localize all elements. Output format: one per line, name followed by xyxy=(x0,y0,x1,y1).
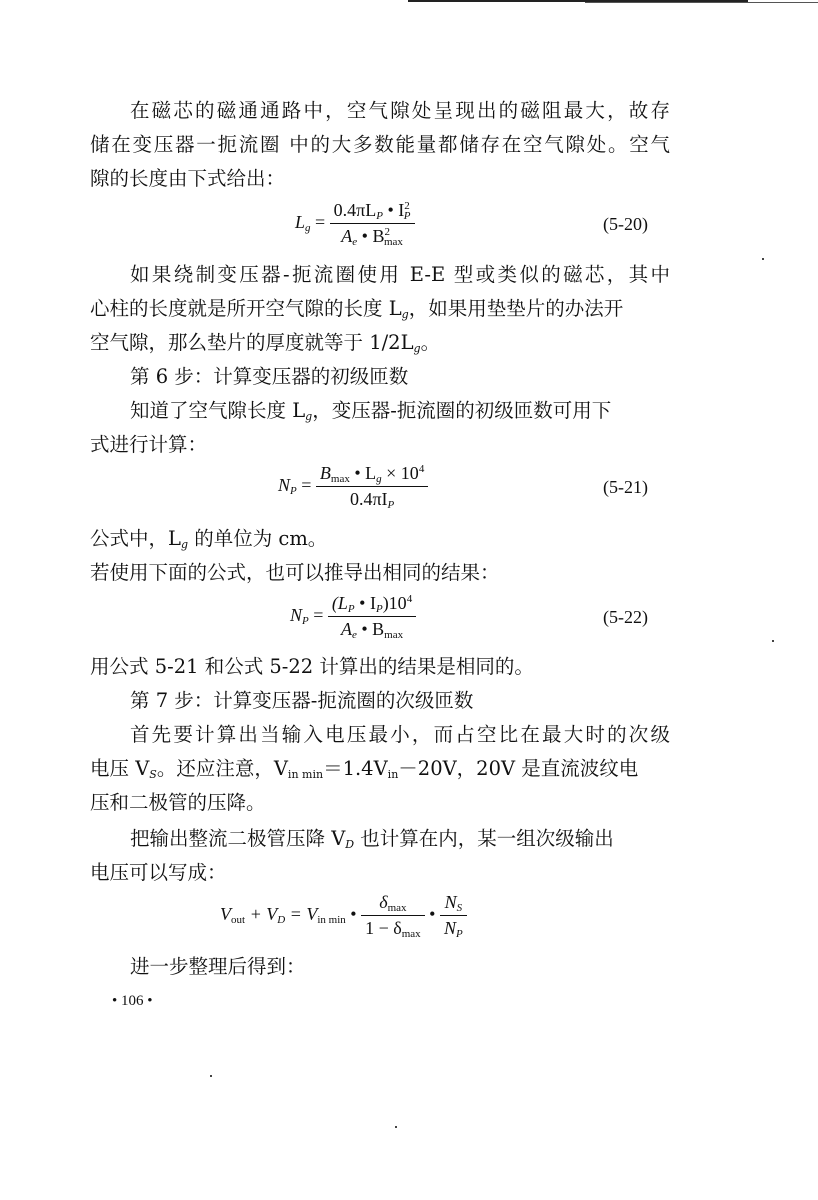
step-heading: 第 6 步：计算变压器的初级匝数 xyxy=(130,365,409,388)
text-line: 首先要计算出当输入电压最小，而占空比在最大时的次级 xyxy=(130,723,670,746)
text-line: 电压可以写成： xyxy=(90,861,227,884)
equation-5-20: $L_g$ = $\frac{0.4\pi L_P • I^2_P}{A_e • B^2_{max}}$ xyxy=(295,200,415,248)
scan-speck xyxy=(772,640,774,642)
text-line: 知道了空气隙长度 $L_g$，变压器-扼流圈的初级匝数可用下 xyxy=(130,399,612,423)
scan-speck xyxy=(210,1075,212,1077)
text-line: 压和二极管的压降。 xyxy=(90,791,266,814)
text-line: 在磁芯的磁通通路中，空气隙处呈现出的磁阻最大，故存 xyxy=(130,99,670,122)
equation-5-21: $N_P$ = $\frac{B_{max} • L_g \times 10^4}{0.4\pi I_P}$ xyxy=(278,463,428,511)
equation-number: (5-21) xyxy=(603,477,648,497)
text-line: 心柱的长度就是所开空气隙的长度 $L_g$，如果用垫垫片的办法开 xyxy=(90,297,624,321)
equation-number: (5-20) xyxy=(603,214,648,234)
text-line: 电压 $V_S$。还应注意，$V_{in min}=1.4V_{in}-20V$，20V 是直流波纹电 xyxy=(90,757,639,781)
text-line: 进一步整理后得到： xyxy=(130,955,306,978)
text-line: 若使用下面的公式，也可以推导出相同的结果： xyxy=(90,561,500,584)
text-line: 储在变压器一扼流圈 中的大多数能量都储存在空气隙处。空气 xyxy=(90,133,670,156)
text-line: 式进行计算： xyxy=(90,433,208,456)
equation-5-22: $N_P$ = $\frac{(L_P • I_P)10^4}{A_e • B_{max}}$ xyxy=(290,593,416,641)
text-line: 隙的长度由下式给出： xyxy=(90,167,286,190)
step-heading: 第 7 步：计算变压器-扼流圈的次级匝数 xyxy=(130,689,474,712)
text-line: 如果绕制变压器-扼流圈使用 E-E 型或类似的磁芯，其中 xyxy=(130,263,670,286)
scan-speck xyxy=(762,258,764,260)
page-number: • 106 • xyxy=(112,993,153,1009)
equation-secondary-voltage: $V_{out} + V_D = V_{in min}$ • $\frac{\delta_{max}}{1 - \delta_{max}}$ • $\frac{N_S}{N_P}$ xyxy=(220,892,467,940)
text-line: 把输出整流二极管压降 $V_D$ 也计算在内，某一组次级输出 xyxy=(130,827,614,851)
top-rule-thin xyxy=(585,2,818,3)
text-line: 用公式 5-21 和公式 5-22 计算出的结果是相同的。 xyxy=(90,655,534,678)
text-line: 空气隙，那么垫片的厚度就等于 $1/2L_g$。 xyxy=(90,331,441,355)
scan-speck xyxy=(395,1126,397,1128)
text-line: 公式中，$L_g$ 的单位为 cm。 xyxy=(90,527,328,551)
equation-number: (5-22) xyxy=(603,607,648,627)
